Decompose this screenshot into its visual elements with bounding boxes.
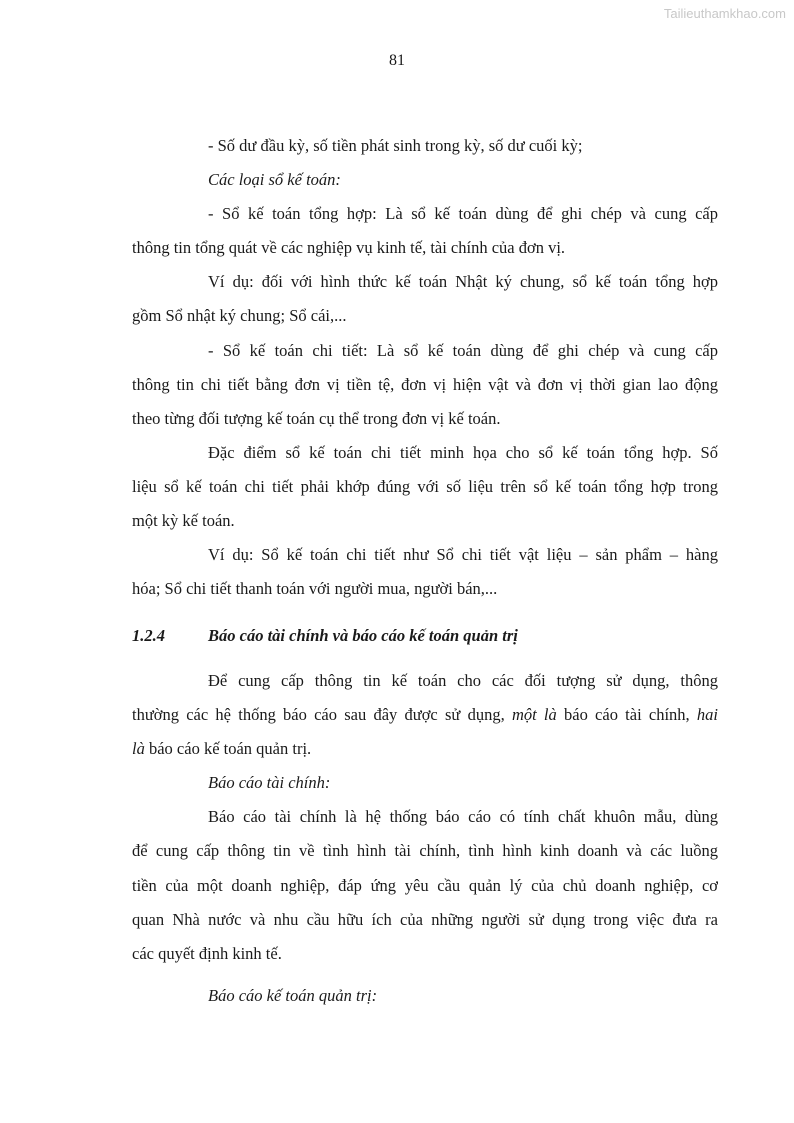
text-line: - Số dư đầu kỳ, số tiền phát sinh trong kỳ, số dư cuối kỳ; xyxy=(208,136,583,155)
text-line: các quyết định kinh tế. xyxy=(132,944,282,963)
text-run-italic: hai xyxy=(696,705,718,724)
text-line-mixed xyxy=(132,739,311,759)
section-title: Báo cáo tài chính và báo cáo kế toán quản trị xyxy=(208,626,518,645)
text-line: - Sổ kế toán chi tiết: Là sổ kế toán dùng để ghi chép và cung cấp xyxy=(208,341,718,360)
text-line: Đặc điểm sổ kế toán chi tiết minh họa cho sổ kế toán tổng hợp. Số xyxy=(208,443,718,462)
text-run-italic: là xyxy=(132,739,145,758)
subheading-financial-statements: Báo cáo tài chính: xyxy=(208,773,331,792)
subheading-ledger-types: Các loại sổ kế toán: xyxy=(208,170,341,189)
text-line: Để cung cấp thông tin kế toán cho các đối tượng sử dụng, thông xyxy=(208,671,718,690)
text-line: thông tin tổng quát về các nghiệp vụ kinh tế, tài chính của đơn vị. xyxy=(132,238,566,257)
text-line: Ví dụ: Sổ kế toán chi tiết như Sổ chi tiết vật liệu – sản phẩm – hàng xyxy=(208,545,718,564)
text-line: Báo cáo tài chính là hệ thống báo cáo có tính chất khuôn mẫu, dùng xyxy=(208,807,718,826)
text-line: Ví dụ: đối với hình thức kế toán Nhật ký chung, sổ kế toán tổng hợp xyxy=(208,272,718,291)
text-line: gồm Sổ nhật ký chung; Sổ cái,... xyxy=(132,306,347,325)
text-run: báo cáo tài chính, xyxy=(564,705,690,724)
text-line: thông tin chi tiết bằng đơn vị tiền tệ, đơn vị hiện vật và đơn vị thời gian lao động xyxy=(132,375,718,394)
watermark: Tailieuthamkhao.com xyxy=(663,6,786,21)
text-line: một kỳ kế toán. xyxy=(132,511,235,530)
section-number: 1.2.4 xyxy=(132,626,165,645)
text-line-mixed xyxy=(132,705,718,725)
text-line: quan Nhà nước và nhu cầu hữu ích của những người sử dụng trong việc đưa ra xyxy=(132,910,718,929)
page-number: 81 xyxy=(389,52,405,69)
text-line: hóa; Sổ chi tiết thanh toán với người mua, người bán,... xyxy=(132,579,498,598)
text-run: báo cáo kế toán quản trị. xyxy=(148,739,312,758)
text-run-italic: một là xyxy=(511,705,557,724)
subheading-management-reports: Báo cáo kế toán quản trị: xyxy=(208,986,378,1005)
text-line: liệu sổ kế toán chi tiết phải khớp đúng với số liệu trên sổ kế toán tổng hợp trong xyxy=(132,477,718,496)
text-line: để cung cấp thông tin về tình hình tài chính, tình hình kinh doanh và các luồng xyxy=(132,841,718,860)
text-line: theo từng đối tượng kế toán cụ thể trong đơn vị kế toán. xyxy=(132,409,501,428)
text-line: tiền của một doanh nghiệp, đáp ứng yêu cầu quản lý của chủ doanh nghiệp, cơ xyxy=(132,876,718,895)
text-run: thường các hệ thống báo cáo sau đây được sử dụng, xyxy=(132,705,505,724)
text-line: - Sổ kế toán tổng hợp: Là sổ kế toán dùng để ghi chép và cung cấp xyxy=(208,204,718,223)
